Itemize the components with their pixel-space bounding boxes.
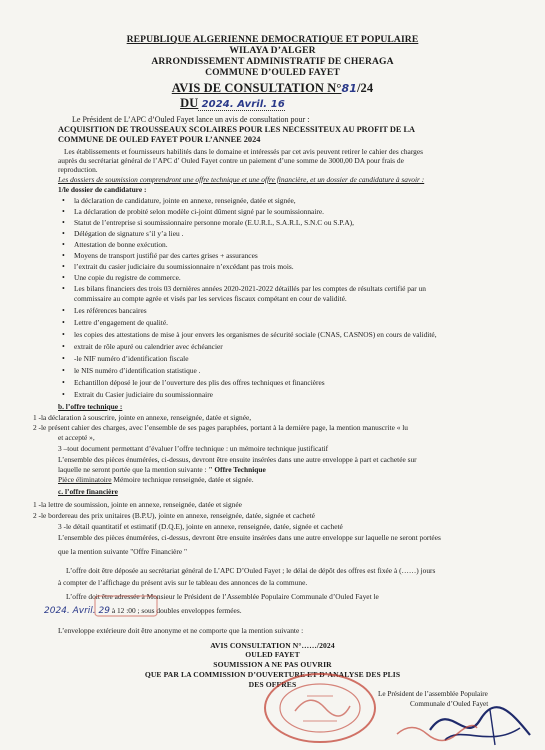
candidature-item-continued: commissaire au compte agrée et visés par les services fiscaux compétant en cour de validité. bbox=[74, 294, 347, 303]
candidature-item: • Statut de l’entreprise si soumissionnaire personne morale (E.U.R.L, S.A.R.L, S.N.C ou S.P.A), bbox=[74, 218, 354, 227]
closing-offre-doit: L’offre doit bbox=[66, 592, 100, 601]
candidature-item: • Une copie du registre de commerce. bbox=[74, 273, 181, 282]
candidature-item: • l’extrait du casier judiciaire du soumissionnaire n’excédant pas trois mois. bbox=[74, 262, 294, 271]
closing-line-5: L’enveloppe extérieure doit être anonyme et ne comporte que la mention suivante : bbox=[58, 626, 304, 635]
candidature-item: • Lettre d’engagement de qualité. bbox=[74, 318, 168, 327]
candidature-title: 1/le dossier de candidature : bbox=[58, 185, 147, 194]
intro-paragraph-3: reproduction. bbox=[58, 165, 98, 174]
footer-line-3: SOUMISSION A NE PAS OUVRIR bbox=[213, 660, 332, 669]
technique-line-6 bbox=[58, 465, 266, 474]
candidature-item: • -le NIF numéro d’identification fiscale bbox=[74, 354, 189, 363]
candidature-item: • Les bilans financiers des trois 03 dernières années 2020-2021-2022 détaillés par les comptes de résultats certifié par un bbox=[74, 284, 426, 293]
technique-memoire: Mémoire technique renseignée, datée et signée. bbox=[111, 475, 254, 484]
object-line-1: ACQUISITION DE TROUSSEAUX SCOLAIRES POUR LES NECESSITEUX AU PROFIT DE LA bbox=[58, 125, 416, 134]
avis-date-line bbox=[0, 96, 505, 111]
technique-line-3: et accepté », bbox=[58, 433, 95, 442]
date-stamp bbox=[92, 592, 162, 622]
republique-heading: REPUBLIQUE ALGERIENNE DEMOCRATIQUE ET POPULAIRE bbox=[126, 34, 419, 45]
commune-heading: COMMUNE D’OULED FAYET bbox=[205, 67, 340, 78]
candidature-item: • Délégation de signature s’il y’a lieu . bbox=[74, 229, 183, 238]
candidature-item: • La déclaration de probité selon modèle ci-joint dûment signé par le soumissionnaire. bbox=[74, 207, 324, 216]
technique-line-7 bbox=[58, 475, 254, 484]
intro-line: Le Président de L’APC d’Ouled Fayet lance un avis de consultation pour : bbox=[72, 115, 310, 124]
technique-line-1: 1 -la déclaration à souscrire, jointe en annexe, renseignée, datée et signée, bbox=[33, 413, 252, 422]
closing-line-1: L’offre doit être déposée au secrétariat général de L’APC D’Ouled Fayet ; le délai de dépôt des offres est fixée à (……) jours bbox=[66, 566, 436, 575]
financiere-line-5: que la mention suivante "Offre Financière " bbox=[58, 547, 188, 556]
candidature-item: • Echantillon déposé le jour de l’ouverture des plis des offres techniques et financières bbox=[74, 378, 325, 387]
closing-adressee: être adressée à Monsieur le Président de l’Assemblée Populaire Communale d’Ouled Fayet le bbox=[101, 592, 379, 601]
arrondissement-heading: ARRONDISSEMENT ADMINISTRATIF DE CHERAGA bbox=[151, 56, 394, 67]
footer-line-5: DES OFFRES bbox=[248, 680, 297, 689]
financiere-line-4: L’ensemble des pièces énumérées, ci-dessus, devront être ensuite insérées dans une autre enveloppe sur laquelle ne seront portées bbox=[58, 533, 441, 542]
technique-line-2: 2 -le présent cahier des charges, avec l’ensemble de ses pages paraphées, portant à la dernière page, la mention manuscrite « lu bbox=[33, 423, 408, 432]
deadline-date-handwritten: 2024. Avril. 29 bbox=[44, 606, 110, 616]
dossiers-statement: Les dossiers de soumission comprendront une offre technique et une offre financière, et un dossier de candidature à savoir : bbox=[58, 175, 425, 184]
technique-line-5: L’ensemble des pièces énumérées, ci-dessus, devront être ensuite insérées dans une autre enveloppe à part et cachetée sur bbox=[58, 455, 417, 464]
closing-time: à 12 :00 ; sous doubles enveloppes fermées. bbox=[111, 606, 242, 615]
du-date-handwritten: 2024. Avril. 16 bbox=[201, 99, 285, 110]
closing-line-2: à compter de l’affichage du présent avis sur le tableau des annonces de la commune. bbox=[58, 578, 308, 587]
financiere-line-1: 1 -la lettre de soumission, jointe en annexe, renseignée, datée et signée bbox=[33, 500, 242, 509]
footer-line-1: AVIS CONSULTATION N°……/2024 bbox=[210, 641, 335, 650]
candidature-item: • Moyens de transport justifié par des cartes grises + assurances bbox=[74, 251, 258, 260]
avis-suffix: /24 bbox=[356, 81, 374, 95]
avis-prefix: AVIS DE CONSULTATION N° bbox=[171, 81, 342, 95]
footer-line-4: QUE PAR LA COMMISSION D’OUVERTURE ET D’ANALYSE DES PLIS bbox=[144, 670, 401, 679]
candidature-item: • les copies des attestations de mise à jour envers les organismes de sécurité sociale (CNAS, CASNOS) en cours de validité, bbox=[74, 330, 437, 339]
arabic-signature-scribble bbox=[392, 716, 482, 746]
wilaya-heading: WILAYA D’ALGER bbox=[229, 45, 316, 56]
piece-eliminatoire: Pièce éliminatoire bbox=[58, 475, 112, 484]
signature-title-2: Communale d’Ouled Fayet bbox=[410, 700, 489, 708]
technique-mention-text: laquelle ne seront portée que la mention suivante : bbox=[58, 465, 209, 474]
intro-paragraph-2: auprès du secrétariat général de l’APC d’ Ouled Fayet contre un paiement d’une somme de 3000,00 DA pour frais de bbox=[58, 156, 404, 165]
candidature-item: • le NIS numéro d’identification statistique . bbox=[74, 366, 200, 375]
technique-mention-label: " Offre Technique bbox=[208, 465, 266, 474]
object-line-2: COMMUNE DE OULED FAYET POUR L’ANNEE 2024 bbox=[58, 135, 261, 144]
technique-title: b. l’offre technique : bbox=[58, 402, 123, 411]
footer-line-2: OULED FAYET bbox=[245, 650, 300, 659]
financiere-line-2: 2 -le bordereau des prix unitaires (B.P.U), jointe en annexe, renseignée, datée, signée et cacheté bbox=[33, 511, 315, 520]
financiere-line-3: 3 -le détail quantitatif et estimatif (D.Q.E), jointe en annexe, renseignée, datée, signée et cacheté bbox=[58, 522, 343, 531]
candidature-item: • Les références bancaires bbox=[74, 306, 147, 315]
signature-title-1: Le Président de l’assemblée Populaire bbox=[378, 690, 488, 698]
candidature-item: • extrait de rôle apuré ou calendrier avec échéancier bbox=[74, 342, 223, 351]
candidature-item: • Extrait du Casier judiciaire du soumissionnaire bbox=[74, 390, 213, 399]
avis-number-handwritten: 81 bbox=[341, 82, 357, 95]
candidature-item: • la déclaration de candidature, jointe en annexe, renseignée, datée et signée, bbox=[74, 196, 296, 205]
intro-paragraph-1: Les établissements et fournisseurs habilités dans le domaine et intéressés par cet avis peuvent retirer le cahier des charges bbox=[64, 147, 424, 156]
avis-title bbox=[0, 81, 545, 96]
candidature-item: • Attestation de bonne exécution. bbox=[74, 240, 168, 249]
technique-line-4: 3 –tout document permettant d’évaluer l’offre technique : un mémoire technique justificatif bbox=[58, 444, 329, 453]
financiere-title: c. l’offre financière bbox=[58, 487, 118, 496]
official-seal-stamp bbox=[255, 666, 385, 746]
du-prefix: DU bbox=[180, 96, 199, 110]
